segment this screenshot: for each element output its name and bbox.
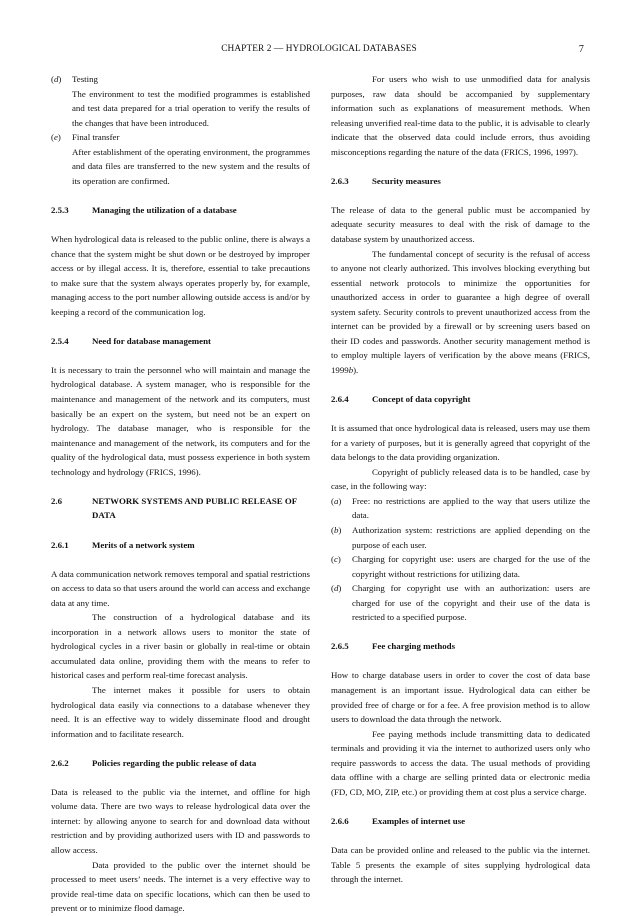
list-marker: (a): [331, 495, 342, 506]
list-item-a: [331, 494, 590, 523]
right-column: [331, 72, 590, 887]
list-item-b: [331, 523, 590, 552]
list-item-body: The environment to test the modified programmes is established and test data prepared for a trial operation to verify the results of the changes that have been introduced.: [72, 88, 310, 128]
section-heading-2-6-2: 2.6.2 Policies regarding the public release of data: [51, 757, 257, 768]
paragraph: It is necessary to train the personnel who will maintain and manage the hydrological database. A system manager, who is responsible for the maintenance and management of the network and its computers, must basically be an expert on the system, but need not be an expert on hydrology. The database manager, who is responsible for the maintenance and management of the network, its computers and for the quality of the hydrological data, must possess experience in both system technology and hydrology (FRICS, 1996).: [51, 364, 310, 477]
paragraph: The fundamental concept of security is the refusal of access to anyone not clearly authorized. This involves blocking everything but essential network protocols to minimize the opportunities for unauthorized access in order to guarantee a high degree of overall system safety. Security controls to prevent unauthorized access from the internet can be provided by a firewall or by screening users based on their ID codes and passwords. Another security management method is to employ multiple layers of verification by the above means (FRICS, 1999b).: [331, 248, 590, 375]
list-marker: (b): [331, 524, 342, 535]
running-header: [50, 44, 588, 58]
list-item-title: Testing: [72, 74, 98, 84]
list-item-c: [331, 552, 590, 581]
paragraph: Data can be provided online and released to the public via the internet. Table 5 presents the example of sites supplying hydrological data through the internet.: [331, 844, 590, 885]
list-item-e: [51, 130, 310, 188]
list-item-title: Final transfer: [72, 132, 120, 143]
list-item-body: Authorization system: restrictions are applied depending on the purpose of each user.: [352, 524, 590, 550]
paragraph: The internet makes it possible for users to obtain hydrological data easily via connections to a database whenever they need. It is an effective way to widely disseminate flood and drought information and to facilitate research.: [51, 684, 310, 739]
section-heading-2-6-1: 2.6.1 Merits of a network system: [51, 539, 195, 550]
list-marker: (c): [331, 554, 341, 565]
paragraph: Fee paying methods include transmitting data to dedicated terminals and providing it via the internet to authorized users only who require passwords to access the data. The usual methods of providing data offline with a charge are selling printed data or electronic media (FD, CD, MO, ZIP, etc.) or providing them at cost plus a service charge.: [331, 728, 590, 797]
left-column: [51, 72, 310, 916]
list-item-body: Free: no restrictions are applied to the way that users utilize the data.: [352, 495, 590, 521]
list-marker: (d): [51, 74, 62, 84]
paragraph: A data communication network removes temporal and spatial restrictions on access to data so that users around the world can access and exchange data at any time.: [51, 568, 310, 608]
section-heading-2-6-6: 2.6.6 Examples of internet use: [331, 815, 466, 826]
list-marker: (e): [51, 132, 61, 143]
chapter-title: CHAPTER 2 — HYDROLOGICAL DATABASES: [221, 44, 417, 54]
paragraph: When hydrological data is released to the public online, there is always a chance that the system might be shut down or be destroyed by improper access or by illegal access. It is, therefore, essential to take precautions to make sure that the system always operates properly by, for example, managing access to the port number allowing outside access is and/or by keeping a record of the communication log.: [51, 234, 310, 317]
section-heading-2-6-5: 2.6.5 Fee charging methods: [331, 641, 456, 652]
paragraph: For users who wish to use unmodified data for analysis purposes, raw data should be accompanied by supplementary information such as explanations of measurement methods. When releasing unverified real-time data to the public, it is advisable to clearly indicate that the observed data could include errors, thus avoiding misconceptions regarding the nature of the data (FRICS, 1996, 1997).: [331, 74, 590, 157]
section-heading-2-5-4: 2.5.4 Need for database management: [51, 335, 211, 346]
paragraph: The release of data to the general public must be accompanied by adequate security measures to deal with the risk of damage to the database system by unauthorized access.: [331, 204, 590, 245]
list-item-d: [331, 581, 590, 625]
page-number: 7: [578, 44, 584, 55]
paragraph: It is assumed that once hydrological data is released, users may use them for a variety of purposes, but it is generally agreed that copyright of the data belongs to the data providing organization.: [331, 423, 590, 463]
section-heading-2-6-4: 2.6.4 Concept of data copyright: [331, 394, 471, 405]
list-item-body: Charging for copyright use: users are charged for the use of the copyright without restrictions for utilizing data.: [352, 554, 590, 579]
list-item-body: Charging for copyright use with an authorization: users are charged for use of the copyright and their use of the data is restricted to a specified purpose.: [352, 583, 590, 623]
section-heading-2-5-3: 2.5.3 Managing the utilization of a database: [51, 204, 237, 215]
paragraph: The construction of a hydrological database and its incorporation in a network allows users to monitor the state of hydrological cycles in a river basin or globally in real-time or obtain accumulated data online, providing them with the means to refer to historical cases and perform real-time forecast analysis.: [51, 612, 310, 681]
paragraph: Data is released to the public via the internet, and offline for high volume data. There are two ways to release hydrological data over the internet: by allowing anyone to search for and download data without restriction and by providing authorized users with ID and passwords to allow access.: [51, 786, 310, 855]
section-heading-2-6-3: 2.6.3 Security measures: [331, 175, 441, 186]
paragraph: How to charge database users in order to cover the cost of data base management is an important issue. Hydrological data can either be provided free of charge or for a fee. A free provision method is to allow users to download the data through the network.: [331, 670, 590, 725]
paragraph: Copyright of publicly released data is to be handled, case by case, in the following way:: [331, 466, 590, 492]
paragraph: Data provided to the public over the internet should be processed to meet users’ needs. The internet is a very effective way to provide real-time data on specific locations, which can then be used to prevent or to minimize flood damage.: [51, 859, 310, 914]
list-item-body: After establishment of the operating environment, the programmes and data files are transferred to the new system and the results of its operation are confirmed.: [72, 146, 310, 186]
list-item-d: [51, 72, 310, 130]
list-marker: (d): [331, 583, 342, 594]
section-heading-2-6: 2.6 NETWORK SYSTEMS AND PUBLIC RELEASE OF DATA: [51, 495, 297, 521]
